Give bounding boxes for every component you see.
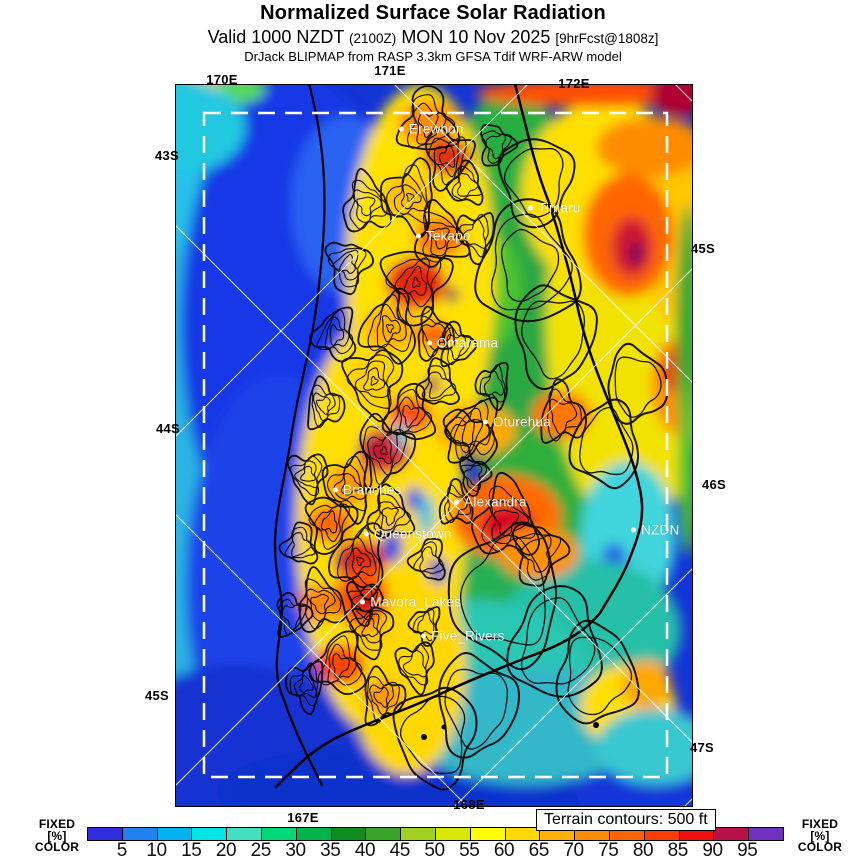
grid-label-lon-168e-bottom: 168E (453, 797, 485, 812)
colorbar-tick-5: 5 (116, 840, 127, 861)
colorbar-segment-50 (401, 828, 436, 840)
scale-label-line: COLOR (797, 840, 843, 854)
scale-label-line: FIXED (801, 817, 839, 831)
city-dot-icon (631, 527, 636, 532)
city-dot-icon (483, 419, 488, 424)
city-label: Tekapo (425, 228, 471, 244)
valid-prefix: Valid 1000 NZDT (207, 27, 344, 47)
colorbar-segment-25 (227, 828, 262, 840)
city-marker-branches (333, 483, 402, 498)
city-label: Timaru (537, 200, 581, 216)
city-label: Five_Rivers (431, 628, 505, 644)
city-label: Mavora_Lakes (370, 594, 462, 610)
colorbar-tick-20: 20 (215, 840, 237, 861)
forecast-note: [9hrFcst@1808z] (555, 31, 659, 46)
city-dot-icon (528, 206, 533, 211)
colorbar-tick-95: 95 (737, 840, 758, 861)
grid-label-lon-170e-top: 170E (206, 72, 238, 87)
city-marker-erewhon (399, 121, 464, 136)
colorbar-tick-70: 70 (563, 840, 584, 861)
grid-label-lon-171e-top: 171E (374, 63, 406, 78)
colorbar-segment-100 (749, 828, 783, 840)
colorbar-tick-75: 75 (598, 840, 619, 861)
city-label: Alexandra (464, 494, 527, 510)
grid-label-lon-167e-bottom: 167E (287, 810, 319, 825)
colorbar-tick-90: 90 (702, 840, 723, 861)
colorbar-segment-10 (123, 828, 158, 840)
colorbar-segment-5 (88, 828, 123, 840)
city-label: NZDN (641, 522, 680, 538)
colorbar-segment-30 (262, 828, 297, 840)
city-dot-icon (416, 233, 421, 238)
city-marker-tekapo (416, 228, 471, 243)
scale-label-line: FIXED (38, 817, 76, 831)
valid-utc: (2100Z) (349, 31, 397, 46)
grid-label-lat-45s-left: 45S (144, 688, 170, 703)
colorbar-segment-35 (297, 828, 332, 840)
city-marker-queenstown (364, 527, 452, 542)
scale-label-line: COLOR (34, 840, 80, 854)
header (16, 2, 850, 65)
terrain-contours-note: Terrain contours: 500 ft (536, 809, 716, 831)
grid-label-lat-47s-right: 47S (689, 740, 715, 755)
colorbar-unit-label-left (22, 819, 92, 854)
colorbar-segment-60 (471, 828, 506, 840)
colorbar-tick-50: 50 (424, 840, 445, 861)
colorbar-tick-15: 15 (181, 840, 202, 861)
scale-label-line: [%] (47, 828, 67, 843)
city-dot-icon (454, 499, 459, 504)
city-marker-timaru (528, 201, 581, 216)
city-dot-icon (421, 633, 426, 638)
valid-time-line (16, 27, 850, 48)
city-dot-icon (360, 599, 365, 604)
city-dot-icon (427, 341, 432, 346)
grid-label-lat-45s-right: 45S (690, 241, 716, 256)
colorbar-tick-60: 60 (493, 840, 515, 861)
colorbar-tick-85: 85 (667, 840, 688, 861)
colorbar-tick-35: 35 (320, 840, 341, 861)
city-label: Erewhon (408, 121, 464, 137)
colorbar-tick-65: 65 (528, 840, 549, 861)
city-dot-icon (364, 532, 369, 537)
valid-date: MON 10 Nov 2025 (401, 27, 551, 47)
city-marker-mavora_lakes (360, 594, 461, 609)
city-marker-nzdn (631, 522, 679, 537)
city-marker-omarama (427, 336, 498, 351)
grid-label-lat-43s-left: 43S (154, 148, 180, 163)
city-markers-layer (176, 85, 692, 806)
model-line: DrJack BLIPMAP from RASP 3.3km GFSA Tdif WRF-ARW model (244, 48, 622, 64)
city-marker-oturehua (483, 414, 551, 429)
city-label: Queenstown (373, 526, 452, 542)
colorbar-segment-15 (158, 828, 193, 840)
city-label: Branches (342, 482, 402, 498)
city-marker-five_rivers (421, 628, 504, 643)
colorbar-tick-40: 40 (354, 840, 376, 861)
scale-label-line: [%] (810, 828, 830, 843)
colorbar-segment-40 (332, 828, 367, 840)
colorbar-segment-55 (436, 828, 471, 840)
colorbar-unit-label-right (785, 819, 850, 854)
colorbar-tick-25: 25 (250, 840, 271, 861)
city-dot-icon (399, 126, 404, 131)
colorbar-tick-10: 10 (146, 840, 167, 861)
colorbar-tick-55: 55 (459, 840, 480, 861)
map-image (175, 84, 693, 807)
colorbar-segment-45 (366, 828, 401, 840)
colorbar-tick-30: 30 (285, 840, 306, 861)
city-label: Oturehua (493, 414, 551, 430)
grid-label-lat-46s-right: 46S (701, 477, 727, 492)
colorbar-tick-80: 80 (632, 840, 654, 861)
city-label: Omarama (436, 335, 499, 351)
colorbar-segment-95 (714, 828, 749, 840)
colorbar-tick-45: 45 (389, 840, 410, 861)
grid-label-lon-172e-top: 172E (558, 76, 590, 91)
page-title: Normalized Surface Solar Radiation (260, 2, 606, 24)
city-marker-alexandra (454, 494, 527, 509)
colorbar-segment-20 (192, 828, 227, 840)
city-dot-icon (333, 488, 338, 493)
colorbar-ticks (87, 840, 782, 860)
grid-label-lat-44s-left: 44S (155, 421, 181, 436)
